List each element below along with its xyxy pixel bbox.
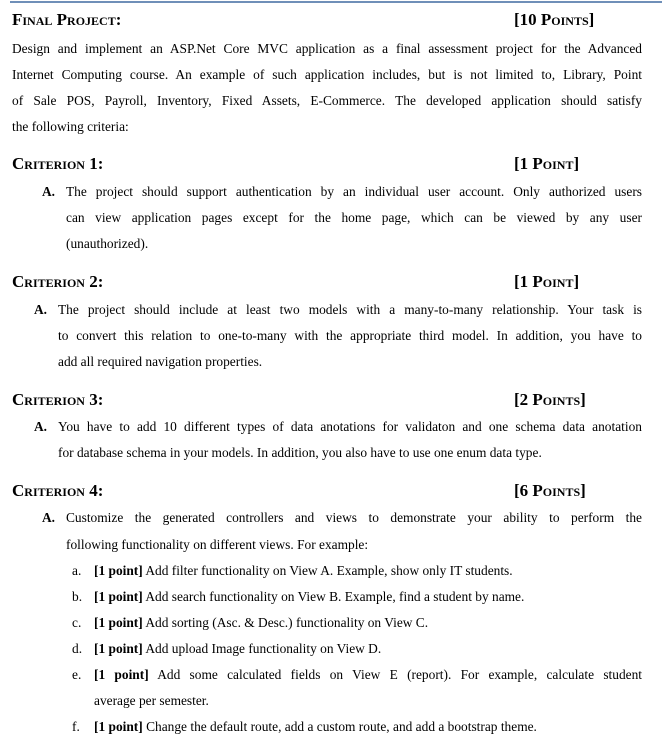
criterion-2-text: add all required navigation properties.: [58, 354, 263, 369]
subitem-points: [1 point]: [94, 615, 143, 630]
title-label: Final Project:: [12, 10, 122, 29]
subitem-text: Add filter functionality on View A. Example, show only IT students.: [145, 563, 513, 578]
subitem-a: [94, 563, 642, 579]
subitem-text: Add sorting (Asc. & Desc.) functionality on View C.: [145, 615, 429, 630]
criterion-2-text: The project should include at least two models with a many-to-many relationship. Your task is: [58, 302, 642, 317]
top-rule: [10, 1, 662, 3]
subitem-points: [1 point]: [94, 641, 143, 656]
criterion-1-text: The project should support authentication by an individual user account. Only authorized users: [66, 184, 642, 199]
subitem-points: [1 point]: [94, 589, 143, 604]
subitem-label: b.: [72, 589, 83, 604]
intro-line: Design and implement an ASP.Net Core MVC application as a final assessment project for the Advanced: [12, 41, 642, 56]
criterion-1-title: Criterion 1:: [12, 154, 104, 173]
criterion-4-title: Criterion 4:: [12, 481, 104, 500]
criterion-4-text: Customize the generated controllers and views to demonstrate your ability to perform the: [66, 510, 642, 525]
subitem-points: [1 point]: [94, 719, 143, 734]
criterion-1-text: (unauthorized).: [66, 236, 149, 251]
subitem-b: [94, 589, 642, 605]
subitem-label: f.: [72, 719, 80, 734]
title-points: [10 Points]: [514, 10, 595, 29]
criterion-2-text: to convert this relation to one-to-many with the appropriate third model. In addition, you have to: [58, 328, 642, 343]
criterion-3-title: Criterion 3:: [12, 390, 104, 409]
criterion-2-title: Criterion 2:: [12, 272, 104, 291]
subitem-f: [94, 719, 642, 735]
intro-line: the following criteria:: [12, 119, 129, 134]
subitem-label: a.: [72, 563, 82, 578]
subitem-d: [94, 641, 642, 657]
criterion-1-points: [1 Point]: [514, 154, 580, 173]
criterion-2-points: [1 Point]: [514, 272, 580, 291]
intro-line: of Sale POS, Payroll, Inventory, Fixed Assets, E-Commerce. The developed application should satisfy: [12, 93, 642, 108]
criterion-4-text: following functionality on different views. For example:: [66, 537, 369, 552]
intro-line: Internet Computing course. An example of such application includes, but is not limited to, Library, Point: [12, 67, 642, 82]
criterion-3-text: for database schema in your models. In addition, you also have to use one enum data type.: [58, 445, 542, 460]
subitem-c: [94, 615, 642, 631]
item-label: A.: [34, 302, 48, 317]
subitem-text: Change the default route, add a custom route, and add a bootstrap theme.: [146, 719, 537, 734]
item-label: A.: [34, 419, 48, 434]
criterion-3-points: [2 Points]: [514, 390, 586, 409]
subitem-points: [1 point]: [94, 563, 143, 578]
criterion-2-heading: [12, 272, 642, 292]
criterion-3-heading: [12, 390, 642, 410]
subitem-text: Add some calculated fields on View E (report). For example, calculate student: [157, 667, 643, 682]
subitem-e-continuation: average per semester.: [94, 693, 209, 708]
subitem-text: Add search functionality on View B. Example, find a student by name.: [145, 589, 525, 604]
page-title: [12, 10, 642, 30]
item-label: A.: [42, 510, 56, 525]
subitem-label: c.: [72, 615, 82, 630]
subitem-label: d.: [72, 641, 83, 656]
subitem-points: [1 point]: [94, 667, 149, 682]
subitem-text: Add upload Image functionality on View D.: [145, 641, 382, 656]
criterion-1-heading: [12, 154, 642, 174]
criterion-4-heading: [12, 481, 642, 501]
item-label: A.: [42, 184, 56, 199]
subitem-e: [94, 667, 642, 683]
criterion-1-text: can view application pages except for the home page, which can be viewed by any user: [66, 210, 642, 225]
criterion-4-points: [6 Points]: [514, 481, 586, 500]
subitem-label: e.: [72, 667, 82, 682]
criterion-3-text: You have to add 10 different types of data anotations for validaton and one schema data anotation: [58, 419, 642, 434]
